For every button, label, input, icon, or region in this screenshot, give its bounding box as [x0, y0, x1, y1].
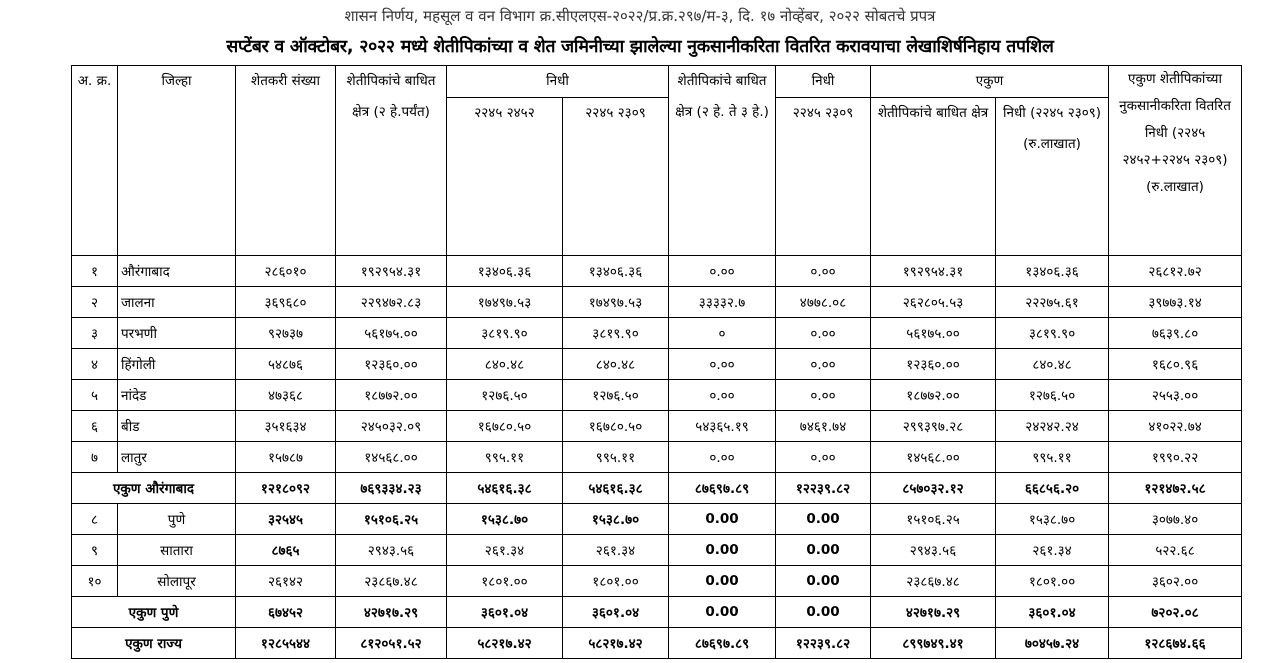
header-crop-area-2: शेतीपिकांचे बाधित क्षेत्र (२ हे. ते ३ हे.)	[669, 66, 776, 256]
cell: १८०१.००	[563, 566, 669, 597]
cell-district: बीड	[118, 411, 236, 442]
cell: १६७८०.५०	[563, 411, 669, 442]
cell: ३६०१.०४	[447, 597, 563, 628]
cell: १५३८.७०	[447, 504, 563, 535]
cell: ५२२.६८	[1109, 535, 1242, 566]
cell: १७४९७.५३	[447, 287, 563, 318]
cell: 0.00	[776, 504, 871, 535]
cell: १६७८०.५०	[447, 411, 563, 442]
cell: १५१०६.२५	[871, 504, 996, 535]
cell: १२८६७४.६६	[1109, 628, 1242, 659]
cell: १२२३९.८२	[776, 628, 871, 659]
table-row	[72, 287, 1242, 318]
cell: २५५३.००	[1109, 380, 1242, 411]
total-row-pune	[72, 597, 1242, 628]
cell: २६१.३४	[996, 535, 1109, 566]
cell: १२३६०.००	[336, 349, 447, 380]
cell: १३४०६.३६	[563, 256, 669, 287]
cell: ४७७८.०८	[776, 287, 871, 318]
cell: ७४६१.७४	[776, 411, 871, 442]
cell: ८७६९७.८९	[669, 628, 776, 659]
cell: ०.००	[776, 442, 871, 473]
cell: 0.00	[776, 597, 871, 628]
cell-sr: ६	[72, 411, 118, 442]
cell: ८५७०३२.१२	[871, 473, 996, 504]
cell: ४७३६८	[236, 380, 336, 411]
cell: ०	[669, 318, 776, 349]
cell: ७०४५७.२४	[996, 628, 1109, 659]
header-fund-2452: २२४५ २४५२	[447, 98, 563, 256]
distribution-table	[71, 65, 1242, 659]
cell: ३६०१.०४	[563, 597, 669, 628]
cell-sr: २	[72, 287, 118, 318]
table-row	[72, 566, 1242, 597]
cell: ६६८५६.२०	[996, 473, 1109, 504]
cell: १५१०६.२५	[336, 504, 447, 535]
cell-district: लातुर	[118, 442, 236, 473]
cell-sr: ८	[72, 504, 118, 535]
cell: ३६०१.०४	[996, 597, 1109, 628]
document-reference-note: शासन निर्णय, महसूल व वन विभाग क्र.सीएलएस-२०२२/प्र.क्र.२९७/म-३, दि. १७ नोव्हेंबर, २०२२ सोबतचे प्रपत्र	[344, 7, 936, 25]
cell: १२८५५४४	[236, 628, 336, 659]
cell: ०.००	[776, 349, 871, 380]
cell: ८४०.४८	[447, 349, 563, 380]
cell: ३०७७.४०	[1109, 504, 1242, 535]
table-row	[72, 380, 1242, 411]
header-farmers: शेतकरी संख्या	[236, 66, 336, 256]
cell: ३६९६८०	[236, 287, 336, 318]
cell: 0.00	[669, 597, 776, 628]
cell-district: जालना	[118, 287, 236, 318]
header-total: एकुण	[871, 66, 1109, 98]
cell: ३५१६३४	[236, 411, 336, 442]
cell: २६१.३४	[563, 535, 669, 566]
header-fund2-2309: २२४५ २३०९	[776, 98, 871, 256]
cell-sr: १०	[72, 566, 118, 597]
cell-sr: ५	[72, 380, 118, 411]
cell: ३८१९.९०	[563, 318, 669, 349]
cell: 0.00	[669, 566, 776, 597]
cell: ०.००	[776, 256, 871, 287]
cell: ७२०२.०८	[1109, 597, 1242, 628]
cell: ०.००	[776, 318, 871, 349]
cell: ४२७१७.२९	[336, 597, 447, 628]
cell: ३९७७३.१४	[1109, 287, 1242, 318]
cell: १४५६८.००	[336, 442, 447, 473]
cell-sr: ४	[72, 349, 118, 380]
cell: ५८२१७.४२	[447, 628, 563, 659]
total-label: एकुण पुणे	[72, 597, 236, 628]
cell: १२७६.५०	[563, 380, 669, 411]
cell: २३८६७.४८	[871, 566, 996, 597]
header-fund: निधी	[447, 66, 669, 98]
cell: ७६३९.८०	[1109, 318, 1242, 349]
table-row	[72, 318, 1242, 349]
cell: ९९५.११	[563, 442, 669, 473]
cell: १२७६.५०	[996, 380, 1109, 411]
cell: ४१०२२.७४	[1109, 411, 1242, 442]
table-row	[72, 442, 1242, 473]
cell: १८०१.००	[996, 566, 1109, 597]
cell: ३८१९.९०	[447, 318, 563, 349]
cell: ३८१९.९०	[996, 318, 1109, 349]
document-title: सप्टेंबर व ऑक्टोबर, २०२२ मध्ये शेतीपिकांच्या व शेत जमिनीच्या झालेल्या नुकसानीकरिता वितरित करावयाचा लेखाशिर्षनिहाय तपशिल	[226, 37, 1054, 57]
cell: १२२३९.८२	[776, 473, 871, 504]
cell: २६८१२.७२	[1109, 256, 1242, 287]
header-fund-2: निधी	[776, 66, 871, 98]
cell: २३८६७.४८	[336, 566, 447, 597]
cell: १४५६८.००	[871, 442, 996, 473]
total-label: एकुण औरंगाबाद	[72, 473, 236, 504]
cell-sr: १	[72, 256, 118, 287]
cell: ८९९७४९.४१	[871, 628, 996, 659]
cell: 0.00	[669, 504, 776, 535]
cell: ५४६१६.३८	[563, 473, 669, 504]
cell: १२१४७२.५८	[1109, 473, 1242, 504]
cell-district: पुणे	[118, 504, 236, 535]
cell: ५४६१६.३८	[447, 473, 563, 504]
cell: २४५०३२.०९	[336, 411, 447, 442]
table-row	[72, 535, 1242, 566]
total-row-state	[72, 628, 1242, 659]
cell: 0.00	[776, 535, 871, 566]
table-row	[72, 504, 1242, 535]
header-fund-2309: २२४५ २३०९	[563, 98, 669, 256]
cell: १८०१.००	[447, 566, 563, 597]
cell-district: सोलापूर	[118, 566, 236, 597]
cell-sr: ७	[72, 442, 118, 473]
cell: ०.००	[669, 256, 776, 287]
cell: १३४०६.३६	[996, 256, 1109, 287]
cell: २२२७५.६१	[996, 287, 1109, 318]
total-label: एकुण राज्य	[72, 628, 236, 659]
cell: ४२७१७.२९	[871, 597, 996, 628]
cell: १५३८.७०	[563, 504, 669, 535]
cell: ८७६९७.८९	[669, 473, 776, 504]
cell: ३३३३२.७	[669, 287, 776, 318]
cell-district: नांदेड	[118, 380, 236, 411]
cell: ५४३६५.१९	[669, 411, 776, 442]
cell: १३४०६.३६	[447, 256, 563, 287]
cell: ९९५.११	[996, 442, 1109, 473]
cell: १६८०.९६	[1109, 349, 1242, 380]
cell: २९४३.५६	[336, 535, 447, 566]
cell: ०.००	[669, 349, 776, 380]
cell: ८४०.४८	[563, 349, 669, 380]
cell: १९२९५४.३१	[336, 256, 447, 287]
table-row	[72, 256, 1242, 287]
cell: ५४८७६	[236, 349, 336, 380]
cell: २४२४२.२४	[996, 411, 1109, 442]
cell: १७४९७.५३	[563, 287, 669, 318]
total-row-aurangabad	[72, 473, 1242, 504]
cell-district: परभणी	[118, 318, 236, 349]
cell: २८६०१०	[236, 256, 336, 287]
cell: ९२७३७	[236, 318, 336, 349]
cell-sr: ३	[72, 318, 118, 349]
header-district: जिल्हा	[118, 66, 236, 256]
cell: ३२५४५	[236, 504, 336, 535]
cell: २२९४७२.८३	[336, 287, 447, 318]
header-total-area: शेतीपिकांचे बाधित क्षेत्र	[871, 98, 996, 256]
cell: 0.00	[776, 566, 871, 597]
cell: ८१२०५१.५२	[336, 628, 447, 659]
cell: ५६१७५.००	[336, 318, 447, 349]
cell: २९९३९७.२८	[871, 411, 996, 442]
cell-district: औरंगाबाद	[118, 256, 236, 287]
cell: १५७८७	[236, 442, 336, 473]
cell: २६२८०५.५३	[871, 287, 996, 318]
cell: ०.००	[669, 380, 776, 411]
cell: ६७४५२	[236, 597, 336, 628]
table-row	[72, 411, 1242, 442]
cell: २९४३.५६	[871, 535, 996, 566]
cell: ८४०.४८	[996, 349, 1109, 380]
header-grand-total: एकुण शेतीपिकांच्या नुकसानीकरिता वितरित निधी (२२४५ २४५२+२२४५ २३०९) (रु.लाखात)	[1109, 66, 1242, 256]
cell: १८७७२.००	[871, 380, 996, 411]
table-row	[72, 349, 1242, 380]
cell: २६१.३४	[447, 535, 563, 566]
cell: ०.००	[669, 442, 776, 473]
cell: ७६९३३४.२३	[336, 473, 447, 504]
header-total-fund: निधी (२२४५ २३०९) (रु.लाखात)	[996, 98, 1109, 256]
cell: १२१८०९२	[236, 473, 336, 504]
cell: ५६१७५.००	[871, 318, 996, 349]
cell: १८७७२.००	[336, 380, 447, 411]
cell: १९२९५४.३१	[871, 256, 996, 287]
cell: 0.00	[669, 535, 776, 566]
cell: ०.००	[776, 380, 871, 411]
cell: १९९०.२२	[1109, 442, 1242, 473]
cell: १५३८.७०	[996, 504, 1109, 535]
cell: ३६०२.००	[1109, 566, 1242, 597]
cell: ५८२१७.४२	[563, 628, 669, 659]
cell: १२३६०.००	[871, 349, 996, 380]
cell-district: सातारा	[118, 535, 236, 566]
cell: १२७६.५०	[447, 380, 563, 411]
header-sr: अ. क्र.	[72, 66, 118, 256]
cell-sr: ९	[72, 535, 118, 566]
cell: ८७६५	[236, 535, 336, 566]
cell-district: हिंगोली	[118, 349, 236, 380]
cell: ९९५.११	[447, 442, 563, 473]
header-crop-area: शेतीपिकांचे बाधित क्षेत्र (२ हे.पर्यंत)	[336, 66, 447, 256]
cell: २६१४२	[236, 566, 336, 597]
